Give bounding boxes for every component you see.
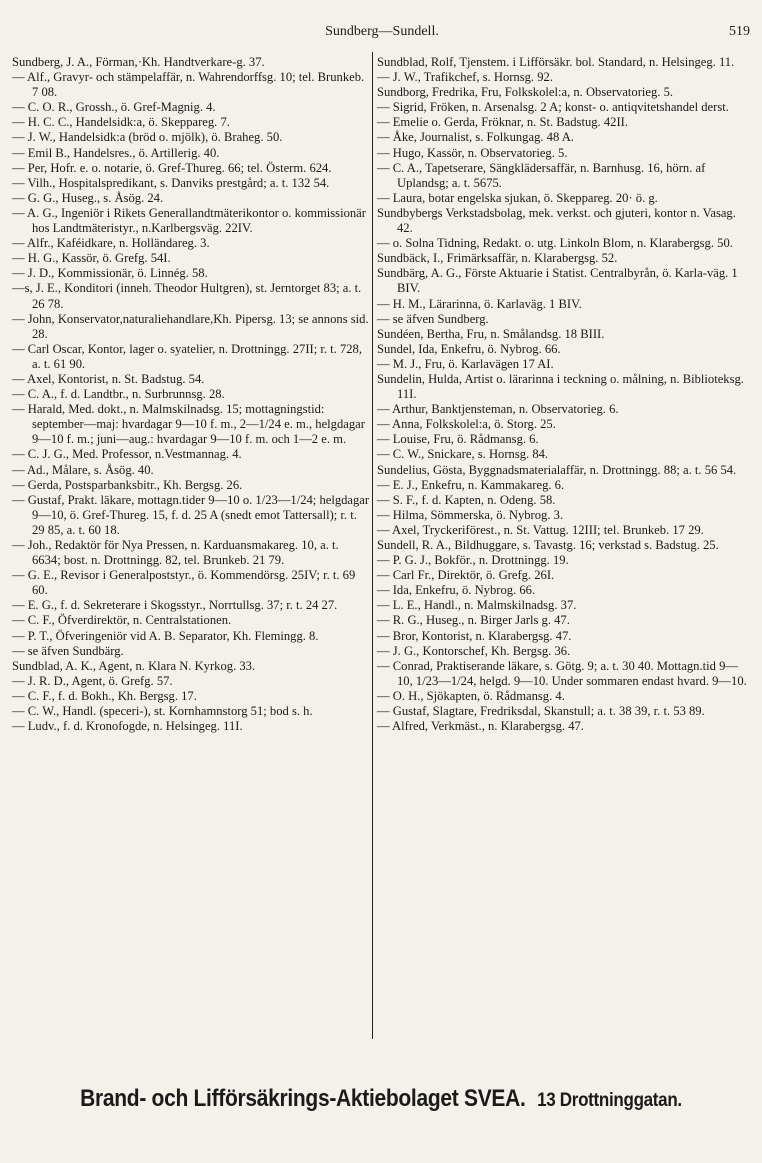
directory-entry: — C. W., Handl. (speceri-), st. Kornhamnstorg 51; bod s. h.: [12, 704, 313, 719]
directory-entry: — J. G., Kontorschef, Kh. Bergsg. 36.: [377, 643, 571, 658]
directory-entry: — R. G., Huseg., n. Birger Jarls g. 47.: [377, 613, 570, 628]
directory-entry: — Vilh., Hospitalspredikant, s. Danviks prestgård; a. t. 132 54.: [12, 175, 330, 190]
directory-entry: — se äfven Sundbärg.: [12, 643, 124, 658]
directory-entry: — C. J. G., Med. Professor, n.Vestmannag. 4.: [12, 447, 242, 462]
directory-entry: — C. A., Tapetserare, Sängklädersaffär, n. Barnhusg. 16, hörn. af Uplandsg; a. t. 5675.: [377, 160, 706, 190]
directory-entry: — G. G., Huseg., s. Åsög. 24.: [12, 190, 164, 205]
directory-entry: — Emelie o. Gerda, Fröknar, n. St. Badstug. 42II.: [377, 115, 628, 130]
directory-entry: — Anna, Folkskolel:a, ö. Storg. 25.: [377, 417, 556, 432]
directory-entry: — Hugo, Kassör, n. Observatorieg. 5.: [377, 145, 568, 160]
directory-entry: — Gustaf, Slagtare, Fredriksdal, Skanstull; a. t. 38 39, r. t. 53 89.: [377, 704, 705, 719]
directory-entry: — Hilma, Sömmerska, ö. Nybrog. 3.: [377, 507, 564, 522]
directory-entry: — E. J., Enkefru, n. Kammakareg. 6.: [377, 477, 565, 492]
directory-entry: Sundblad, A. K., Agent, n. Klara N. Kyrkog. 33.: [12, 658, 256, 673]
directory-entry: — J. D., Kommissionär, ö. Linnég. 58.: [12, 266, 208, 281]
column-divider: [372, 52, 373, 1039]
directory-entry: — Alfred, Verkmäst., n. Klarabergsg. 47.: [377, 719, 584, 734]
directory-entry: — Arthur, Banktjensteman, n. Observatorieg. 6.: [377, 402, 619, 417]
directory-entry: — Sigrid, Fröken, n. Arsenalsg. 2 A; konst- o. antiqvitetshandel derst.: [377, 100, 729, 115]
directory-entry: — J. W., Handelsidk:a (bröd o. mjölk), ö. Braheg. 50.: [12, 130, 283, 145]
directory-entry: — E. G., f. d. Sekreterare i Skogsstyr., Norrtullsg. 37; r. t. 24 27.: [12, 598, 338, 613]
directory-entry: — Ad., Målare, s. Åsög. 40.: [12, 462, 154, 477]
directory-entry: — C. F., Öfverdirektör, n. Centralstationen.: [12, 613, 232, 628]
directory-entry: — G. E., Revisor i Generalpoststyr., ö. Kommendörsg. 25IV; r. t. 69 60.: [12, 568, 356, 598]
directory-entry: — Louise, Fru, ö. Rådmansg. 6.: [377, 432, 539, 447]
advertisement-footer: [0, 1085, 762, 1113]
directory-entry: — o. Solna Tidning, Redakt. o. utg. Linkoln Blom, n. Klarabergsg. 50.: [377, 236, 733, 251]
directory-entry: — Conrad, Praktiserande läkare, s. Götg. 9; a. t. 30 40. Mottagn.tid 9—10, 1/23—1/24, helgd. 9—10. Under sommaren endast hvard. 9—10.: [377, 658, 747, 688]
directory-entry: — Gerda, Postsparbanksbitr., Kh. Bergsg. 26.: [12, 477, 243, 492]
directory-entry: — Alfr., Kaféidkare, n. Holländareg. 3.: [12, 236, 210, 251]
directory-entry: Sundell, R. A., Bildhuggare, s. Tavastg. 16; verkstad s. Badstug. 25.: [377, 538, 719, 552]
directory-entry: — J. R. D., Agent, ö. Grefg. 57.: [12, 673, 173, 688]
footer-company: Brand- och Lifförsäkrings-Aktiebolaget SVEA.: [80, 1085, 526, 1112]
directory-entry: — Ludv., f. d. Kronofogde, n. Helsingeg. 11I.: [12, 719, 243, 734]
directory-entry: —s, J. E., Konditori (inneh. Theodor Hultgren), st. Jerntorget 83; a. t. 26 78.: [12, 281, 362, 311]
page-number: 519: [729, 24, 750, 39]
directory-entry: — se äfven Sundberg.: [377, 311, 489, 326]
directory-entry: — Axel, Tryckeriförest., n. St. Vattug. 12III; tel. Brunkeb. 17 29.: [377, 522, 704, 537]
directory-entry: — C. A., f. d. Landtbr., n. Surbrunnsg. 28.: [12, 387, 225, 402]
directory-entry: Sundéen, Bertha, Fru, n. Smålandsg. 18 BIII.: [377, 326, 605, 341]
directory-entry: Sundbybergs Verkstadsbolag, mek. verkst. och gjuteri, kontor n. Vasag. 42.: [377, 205, 736, 236]
directory-entry: Sundborg, Fredrika, Fru, Folkskolel:a, n. Observatorieg. 5.: [377, 85, 674, 100]
directory-entry: — C. W., Snickare, s. Hornsg. 84.: [377, 447, 549, 462]
directory-entry: — John, Konservator,naturaliehandlare,Kh. Pipersg. 13; se annons sid. 28.: [12, 311, 369, 341]
page-title: Sundberg—Sundell.: [325, 24, 439, 39]
directory-entry: — Emil B., Handelsres., ö. Artillerig. 40.: [12, 145, 220, 160]
directory-entry: Sundblad, Rolf, Tjenstem. i Lifförsäkr. bol. Standard, n. Helsingeg. 11.: [377, 55, 735, 69]
directory-entry: Sundelius, Gösta, Byggnadsmaterialaffär, n. Drottningg. 88; a. t. 56 54.: [377, 462, 737, 477]
directory-entry: — Alf., Gravyr- och stämpelaffär, n. Wahrendorffsg. 10; tel. Brunkeb. 7 08.: [12, 70, 365, 100]
directory-entry: — M. J., Fru, ö. Karlavägen 17 AI.: [377, 356, 554, 371]
directory-entry: — C. O. R., Grossh., ö. Gref-Magnig. 4.: [12, 100, 216, 115]
directory-entry: — Laura, botar engelska sjukan, ö. Skeppareg. 20· ö. g.: [377, 190, 658, 205]
directory-entry: — Ida, Enkefru, ö. Nybrog. 66.: [377, 583, 536, 598]
directory-entry: — Joh., Redaktör för Nya Pressen, n. Karduansmakareg. 10, a. t. 6634; bost. n. Drottningg. 82, tel. Brunkeb. 21 79.: [12, 538, 339, 568]
directory-entry: — J. W., Trafikchef, s. Hornsg. 92.: [377, 70, 553, 85]
directory-entry: — Bror, Kontorist, n. Klarabergsg. 47.: [377, 628, 572, 643]
directory-entry: — L. E., Handl., n. Malmskilnadsg. 37.: [377, 598, 577, 613]
directory-entry: — Axel, Kontorist, n. St. Badstug. 54.: [12, 371, 205, 386]
directory-entry: Sundel, Ida, Enkefru, ö. Nybrog. 66.: [377, 341, 561, 356]
directory-entry: Sundelin, Hulda, Artist o. lärarinna i teckning o. målning, n. Biblioteksg. 11I.: [377, 371, 744, 402]
directory-entry: — Gustaf, Prakt. läkare, mottagn.tider 9—10 o. 1/23—1/24; helgdagar 9—10, ö. Gref-Thureg. 15, f. d. 25 A (snedt emot Tattersall); r. t. 29 85, a. t. 60 18.: [12, 492, 370, 537]
directory-entry: Sundberg, J. A., Förman,·Kh. Handtverkare-g. 37.: [12, 55, 265, 69]
directory-entry: — H. G., Kassör, ö. Grefg. 54I.: [12, 251, 171, 266]
directory-entry: — P. T., Öfveringeniör vid A. B. Separator, Kh. Flemingg. 8.: [12, 628, 319, 643]
left-column: [12, 55, 370, 734]
directory-entry: — S. F., f. d. Kapten, n. Odeng. 58.: [377, 492, 556, 507]
directory-entry: — Carl Fr., Direktör, ö. Grefg. 26I.: [377, 568, 555, 583]
directory-entry: — Per, Hofr. e. o. notarie, ö. Gref-Thureg. 66; tel. Österm. 624.: [12, 160, 332, 175]
directory-entry: — C. F., f. d. Bokh., Kh. Bergsg. 17.: [12, 688, 197, 703]
directory-entry: — Carl Oscar, Kontor, lager o. syatelier, n. Drottningg. 27II; r. t. 728, a. t. 61 90.: [12, 341, 362, 371]
footer-address: 13 Drottninggatan.: [537, 1088, 682, 1111]
directory-entry: — A. G., Ingeniör i Rikets Generallandtmäterikontor o. kommissionär hos Landtmäteristyr., n.Karlbergsväg. 22IV.: [12, 205, 366, 236]
directory-entry: — P. G. J., Bokför., n. Drottningg. 19.: [377, 553, 569, 568]
directory-entry: — H. M., Lärarinna, ö. Karlaväg. 1 BIV.: [377, 296, 582, 311]
directory-entry: Sundbärg, A. G., Förste Aktuarie i Statist. Centralbyrån, ö. Karla-väg. 1 BIV.: [377, 266, 738, 296]
directory-entry: — H. C. C., Handelsidk:a, ö. Skeppareg. 7.: [12, 115, 230, 130]
page-header: [14, 24, 750, 44]
directory-entry: — O. H., Sjökapten, ö. Rådmansg. 4.: [377, 688, 565, 703]
directory-entry: — Harald, Med. dokt., n. Malmskilnadsg. 15; mottagningstid: september—maj: hvardagar 9—10 f. m., 2—1/24 e. m., helgdagar 9—10 f. m.; juni—aug.: hvardagar 9—10 f. m. och 1—2 e. m.: [12, 402, 365, 447]
directory-entry: Sundbäck, I., Frimärksaffär, n. Klarabergsg. 52.: [377, 251, 618, 266]
directory-entry: — Åke, Journalist, s. Folkungag. 48 A.: [377, 130, 574, 145]
right-column: [377, 55, 752, 734]
